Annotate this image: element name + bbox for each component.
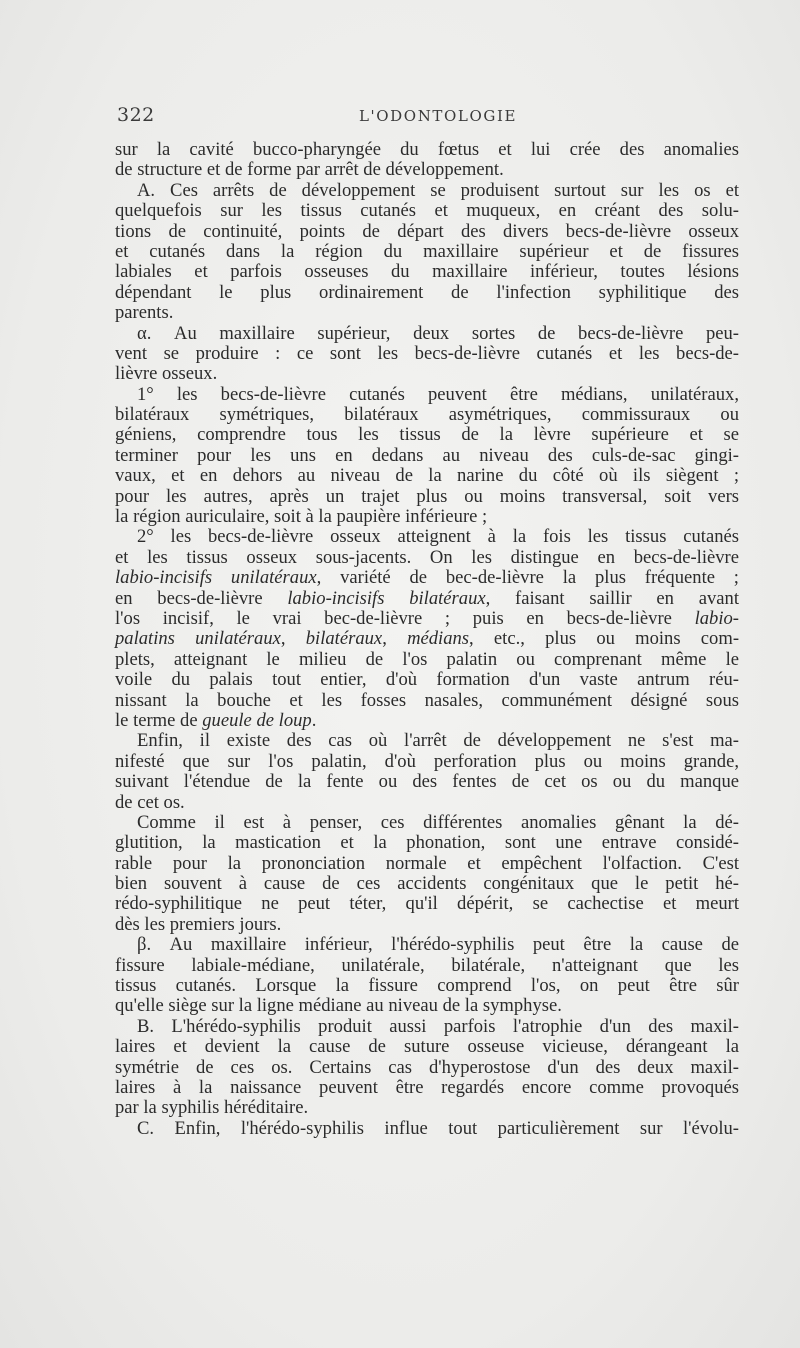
text-line: par la syphilis héréditaire. [115, 1097, 309, 1119]
body-text [115, 140, 739, 1139]
text-line: laires et devient la cause de suture osseuse vicieuse, dérangeant la [115, 1036, 739, 1058]
text-line: rédo-syphilitique ne peut téter, qu'il dépérit, se cachectise et meurt [115, 893, 739, 915]
text-line: suivant l'étendue de la fente ou des fentes de cet os ou du manque [115, 771, 739, 793]
text-line: α. Au maxillaire supérieur, deux sortes de becs-de-lièvre peu- [137, 322, 739, 344]
text-line: bilatéraux symétriques, bilatéraux asymétriques, commissuraux ou [115, 404, 739, 426]
text-line: nifesté que sur l'os palatin, d'où perforation plus ou moins grande, [115, 750, 739, 772]
text-line: rable pour la prononciation normale et empêchent l'olfaction. C'est [115, 852, 739, 874]
text-line: quelquefois sur les tissus cutanés et muqueux, en créant des solu- [115, 200, 739, 222]
running-title: L'ODONTOLOGIE [359, 107, 518, 125]
page-number: 322 [117, 104, 155, 126]
text-line: terminer pour les uns en dedans au niveau des culs-de-sac gingi- [115, 444, 739, 466]
text-line: plets, atteignant le milieu de l'os palatin ou comprenant même le [115, 648, 739, 670]
text-line: et cutanés dans la région du maxillaire supérieur et de fissures [115, 240, 739, 262]
text-line: vent se produire : ce sont les becs-de-lièvre cutanés et les becs-de- [115, 342, 739, 364]
text-line: pour les autres, après un trajet plus ou moins transversal, soit vers [115, 485, 739, 507]
text-line: Enfin, il existe des cas où l'arrêt de développement ne s'est ma- [137, 730, 739, 752]
text-line: C. Enfin, l'hérédo-syphilis influe tout particulièrement sur l'évolu- [137, 1117, 739, 1139]
text-line: fissure labiale-médiane, unilatérale, bilatérale, n'atteignant que les [115, 954, 739, 976]
text-line: en becs-de-lièvre labio-incisifs bilatéraux, faisant saillir en avant [115, 587, 739, 609]
text-line: qu'elle siège sur la ligne médiane au niveau de la symphyse. [115, 995, 562, 1017]
text-line: 1° les becs-de-lièvre cutanés peuvent être médians, unilatéraux, [137, 383, 739, 405]
text-line: vaux, et en dehors au niveau de la narine du côté où ils siègent ; [115, 465, 739, 487]
text-line: parents. [115, 302, 174, 324]
text-line: dépendant le plus ordinairement de l'infection syphilitique des [115, 281, 739, 303]
text-line: voile du palais tout entier, d'où formation d'un vaste antrum réu- [115, 669, 739, 691]
text-line: tissus cutanés. Lorsque la fissure comprend l'os, on peut être sûr [115, 975, 739, 997]
text-line: dès les premiers jours. [115, 913, 282, 935]
text-line: tions de continuité, points de départ des divers becs-de-lièvre osseux [115, 220, 739, 242]
text-line: labio-incisifs unilatéraux, variété de bec-de-lièvre la plus fréquente ; [115, 567, 739, 589]
text-line: labiales et parfois osseuses du maxillaire inférieur, toutes lésions [115, 261, 739, 283]
text-line: de structure et de forme par arrêt de développement. [115, 159, 504, 181]
page-header [115, 104, 743, 128]
text-line: bien souvent à cause de ces accidents congénitaux que le petit hé- [115, 873, 739, 895]
text-line: la région auriculaire, soit à la paupière inférieure ; [115, 506, 488, 528]
text-line: B. L'hérédo-syphilis produit aussi parfois l'atrophie d'un des maxil- [137, 1015, 739, 1037]
text-line: 2° les becs-de-lièvre osseux atteignent à la fois les tissus cutanés [137, 526, 739, 548]
text-line: nissant la bouche et les fosses nasales, communément désigné sous [115, 689, 739, 711]
text-line: symétrie de ces os. Certains cas d'hyperostose d'un des deux maxil- [115, 1056, 739, 1078]
text-line: de cet os. [115, 791, 185, 813]
text-line: sur la cavité bucco-pharyngée du fœtus et lui crée des anomalies [115, 139, 739, 160]
text-line: Comme il est à penser, ces différentes anomalies gênant la dé- [137, 811, 739, 833]
text-line: palatins unilatéraux, bilatéraux, médians, etc., plus ou moins com- [115, 628, 740, 650]
text-line: et les tissus osseux sous-jacents. On les distingue en becs-de-lièvre [115, 546, 739, 568]
text-line: laires à la naissance peuvent être regardés encore comme provoqués [115, 1076, 739, 1098]
text-line: A. Ces arrêts de développement se produisent surtout sur les os et [137, 179, 739, 201]
text-line: glutition, la mastication et la phonation, sont une entrave considé- [115, 832, 739, 854]
text-line: l'os incisif, le vrai bec-de-lièvre ; puis en becs-de-lièvre labio- [115, 607, 739, 629]
text-line: β. Au maxillaire inférieur, l'hérédo-syphilis peut être la cause de [137, 934, 739, 956]
text-line: géniens, comprendre tous les tissus de la lèvre supérieure et se [115, 424, 739, 446]
text-line: lièvre osseux. [115, 363, 218, 385]
text-line: le terme de gueule de loup. [115, 709, 317, 731]
